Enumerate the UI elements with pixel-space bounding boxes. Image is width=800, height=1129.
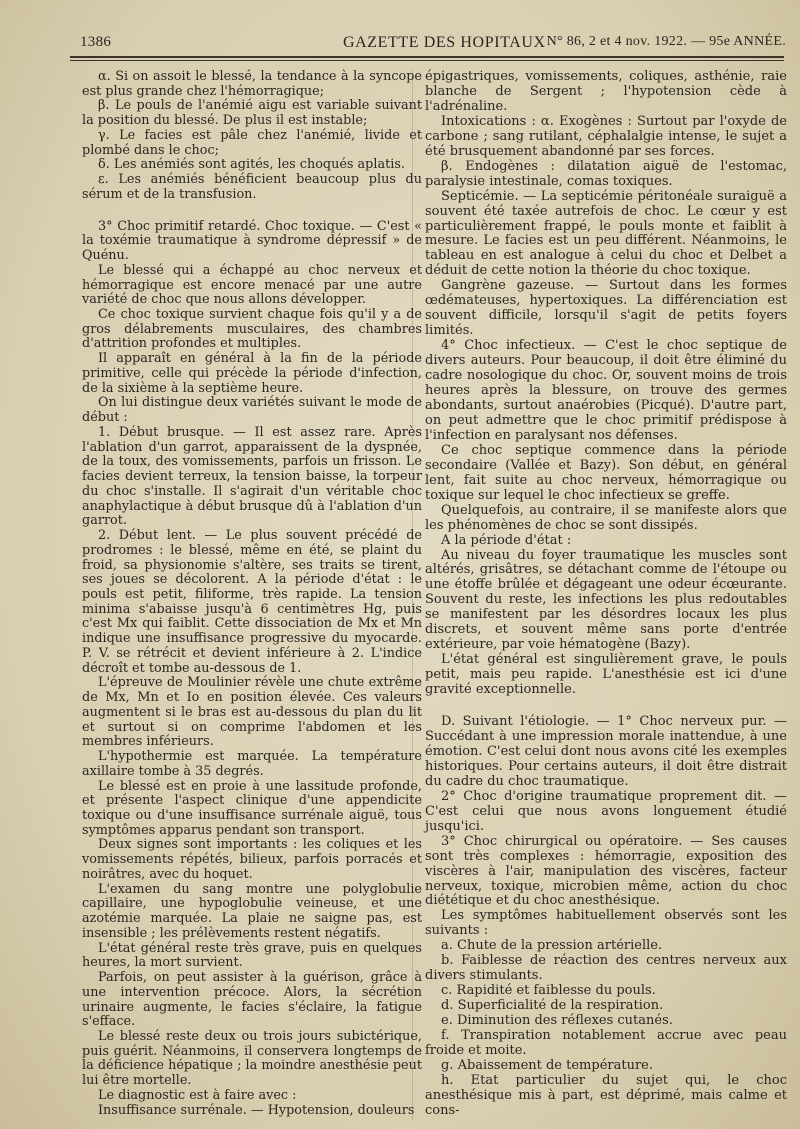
paragraph: α. Si on assoit le blessé, la tendance à la syncope est plus grande chez l'hémorragique; [82,69,422,99]
paragraph: δ. Les anémiés sont agités, les choqués aplatis. [98,157,405,173]
paragraph: Le blessé reste deux ou trois jours subictérique, puis guérit. Néanmoins, il conservera longtemps de la déficience hépatique ; la moindre anesthésie peut lui être mortelle. [82,1029,422,1089]
paragraph: L'hypothermie est marquée. La température axillaire tombe à 35 degrés. [82,749,422,779]
paragraph: Quelquefois, au contraire, il se manifeste alors que les phénomènes de choc se sont dissipés. [425,502,787,533]
paragraph: Les symptômes habituellement observés sont les suivants : [425,908,787,939]
section-heading-paragraph: D. Suivant l'étiologie. — 1° Choc nerveux pur. — Succédant à une impression morale inattendue, à une émotion. C'est celui dont nous avons cité les exemples historiques. Pour certains auteurs, il doit être distrait du cadre du choc traumatique. [425,714,787,789]
paragraph: γ. Le facies est pâle chez l'anémié, livide et plombé dans le choc; [82,127,422,158]
journal-title: GAZETTE DES HOPITAUX [343,34,546,51]
paragraph: β. Endogènes : dilatation aiguë de l'estomac, paralysie intestinale, comas toxiques. [425,158,787,189]
column-separator [412,70,413,1120]
paragraph: 2° Choc d'origine traumatique proprement dit. — C'est celui que nous avons longuement étudié jusqu'ici. [425,788,787,834]
paragraph: 1. Début brusque. — Il est assez rare. Après l'ablation d'un garrot, apparaissent de la dyspnée, de la toux, des vomissements, parfois un frisson. Le facies devient terreux, la tension baisse, la torpeur du choc s'installe. Il s'agirait d'un véritable choc anaphylactique à début brusque dû à l'ablation d'un garrot. [82,424,422,529]
list-item: b. Faiblesse de réaction des centres nerveux aux divers stimulants. [425,953,787,984]
paragraph: Ce choc toxique survient chaque fois qu'il y a de gros délabrements musculaires, des chambres d'attrition profondes et multiples. [82,307,422,352]
paragraph: Le blessé qui a échappé au choc nerveux et hémorragique est encore menacé par une autre variété de choc que nous allons développer. [82,262,422,308]
paragraph: Septicémie. — La septicémie péritonéale suraiguë a souvent été taxée autrefois de choc. Le cœur y est particulièrement frappé, le pouls monte et faiblit à mesure. Le facies est un peu différent. Néanmoins, le tableau en est analogue à celui du choc et Delbet a déduit de cette notion la théorie du choc toxique. [425,188,787,279]
left-column [82,70,422,1118]
paragraph: 3° Choc chirurgical ou opératoire. — Ses causes sont très complexes : hémorragie, exposition des viscères à l'air, manipulation des viscères, facteur nerveux, toxique, microbien même, action du choc diététique et du choc anesthésique. [425,833,787,909]
paragraph: 2. Début lent. — Le plus souvent précédé de prodromes : le blessé, même en été, se plaint du froid, sa physionomie s'altère, ses traits se tirent, ses joues se décolorent. A la période d'état : le pouls est petit, filiforme, très rapide. La tension minima s'abaisse jusqu'à 6 centimètres Hg, puis c'est Mx qui faiblit. Cette dissociation de Mx et Mn indique une insuffisance progressive du myocarde. P. V. se rétrécit et devient inférieure à 2. L'indice décroît et tombe au-dessous de 1. [82,528,422,676]
paragraph: L'épreuve de Moulinier révèle une chute extrême de Mx, Mn et Io en position élevée. Ces valeurs augmentent si le bras est au-dessous du plan du lit et surtout si on comprime l'abdomen et les membres inférieurs. [82,675,422,750]
list-item: e. Diminution des réflexes cutanés. [441,1013,673,1029]
paragraph: Deux signes sont importants : les coliques et les vomissements répétés, bilieux, parfois porracés et noirâtres, avec du hoquet. [82,837,422,882]
page-number: 1386 [80,34,112,50]
header-rule-thin [70,60,784,61]
paragraph: Le blessé est en proie à une lassitude profonde, et présente l'aspect clinique d'une appendicite toxique ou d'une insuffisance surrénale aiguë, tous symptômes apparus pendant son transport. [82,778,422,838]
list-item: d. Superficialité de la respiration. [441,998,664,1014]
list-item: h. Etat particulier du sujet qui, le choc anesthésique mis à part, est déprimé, mais calme et cons- [425,1072,787,1118]
paragraph: Au niveau du foyer traumatique les muscles sont altérés, grisâtres, se détachant comme de l'étoupe ou une étoffe brûlée et dégageant une odeur écœurante. Souvent du reste, les infections les plus redoutables se manifestent par les désordres locaux les plus discrets, et souvent même sans porte d'entrée extérieure, par voie hématogène (Bazy). [425,547,787,653]
header-rule [70,56,784,58]
paragraph: β. Le pouls de l'anémié aigu est variable suivant la position du blessé. De plus il est instable; [82,98,422,129]
paragraph: ε. Les anémiés bénéficient beaucoup plus du sérum et de la transfusion. [82,172,422,202]
paragraph: Il apparaît en général à la fin de la période primitive, celle qui précède la période d'infection, de la sixième à la septième heure. [82,351,422,396]
list-item: c. Rapidité et faiblesse du pouls. [441,983,656,999]
paragraph: L'état général est singulièrement grave, le pouls petit, mais peu rapide. L'anesthésie est ici d'une gravité exceptionnelle. [425,652,787,698]
list-item: f. Transpiration notablement accrue avec peau froide et moite. [425,1028,787,1058]
paragraph: On lui distingue deux variétés suivant le mode de début : [82,395,422,426]
issue-info: N° 86, 2 et 4 nov. 1922. — 95e ANNÉE. [546,34,786,49]
section-heading-paragraph: 3° Choc primitif retardé. Choc toxique. — C'est « la toxémie traumatique à syndrome dépressif » de Quénu. [82,218,422,264]
paragraph: Le diagnostic est à faire avec : [98,1087,297,1103]
paragraph: Parfois, on peut assister à la guérison, grâce à une intervention précoce. Alors, la sécrétion urinaire augmente, le facies s'éclaire, la fatigue s'efface. [82,970,422,1030]
paragraph: L'état général reste très grave, puis en quelques heures, la mort survient. [82,940,422,971]
paragraph: A la période d'état : [441,532,572,548]
paragraph: Insuffisance surrénale. — Hypotension, douleurs [98,1102,415,1118]
running-header [68,26,786,56]
paragraph: Ce choc septique commence dans la période secondaire (Vallée et Bazy). Son début, en général lent, fait suite au choc nerveux, hémorragique ou toxique sur lequel le choc infectieux se greffe. [425,442,787,503]
paragraph: Gangrène gazeuse. — Surtout dans les formes œdémateuses, hypertoxiques. La différenciation est souvent difficile, lorsqu'il s'agit de petits foyers limités. [425,278,787,339]
paragraph: L'examen du sang montre une polyglobulie capillaire, une hypoglobulie veineuse, et une azotémie marquée. La plaie ne saigne pas, est insensible ; les prélèvements restent négatifs. [82,881,422,941]
paragraph: épigastriques, vomissements, coliques, asthénie, raie blanche de Sergent ; l'hypotension cède à l'adrénaline. [425,69,787,114]
list-item: a. Chute de la pression artérielle. [441,938,663,954]
paragraph: Intoxications : α. Exogènes : Surtout par l'oxyde de carbone ; sang rutilant, céphalalgie intense, le sujet a été brusquement abandonné par ses forces. [425,113,787,159]
paragraph: 4° Choc infectieux. — C'est le choc septique de divers auteurs. Pour beaucoup, il doit être éliminé du cadre nosologique du choc. Or, souvent moins de trois heures après la blessure, on trouve des germes abondants, surtout anaérobies (Picqué). D'autre part, on peut admettre que le choc primitif prédispose à l'infection en paralysant nos défenses. [425,338,787,443]
right-column [425,70,787,1119]
list-item: g. Abaissement de température. [441,1057,653,1073]
